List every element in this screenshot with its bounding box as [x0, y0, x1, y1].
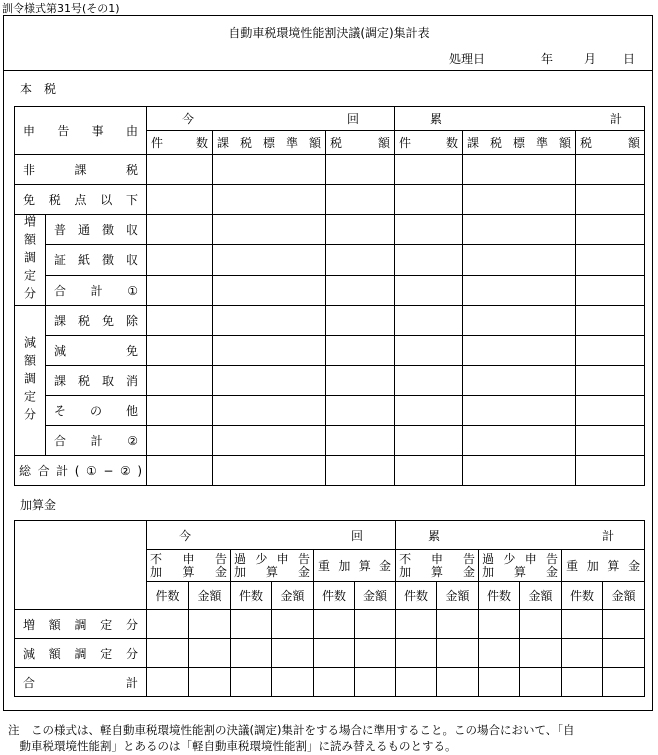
row-surcharge-total: 合計 [15, 668, 147, 697]
day-label: 日 [623, 52, 636, 66]
cumulative-header: 累 計 [395, 107, 645, 131]
surcharge-reason-blank [15, 521, 147, 610]
count-subheader: 件数 [562, 582, 603, 610]
row-subtotal1: 合計① [46, 275, 147, 305]
heavy-surcharge-header: 重加算金 [314, 550, 396, 582]
tax-header-cum: 税 額 [576, 131, 645, 155]
form-number: 訓令様式第31号(その1) [2, 2, 120, 15]
standard-header: 課税標準額 [213, 131, 326, 155]
count-subheader: 件数 [147, 582, 189, 610]
surcharge-table [14, 520, 645, 697]
reason-header: 申告事由 [15, 107, 147, 155]
count-subheader: 件数 [314, 582, 355, 610]
row-subtotal2: 合計② [46, 426, 147, 456]
count-subheader: 件数 [231, 582, 272, 610]
row-grand-total: 総合計(①−②) [15, 456, 147, 486]
footnote-line-2: 動車税環境性能割」とあるのは「軽自動車税環境性能割」に読み替えるものとする。 [8, 739, 457, 753]
page-title: 自動車税環境性能割決議(調定)集計表 [228, 26, 430, 40]
footnote-line-1: 注 この様式は、軽自動車税環境性能割の決議(調定)集計をする場合に準用すること。この場合において、「自 [8, 723, 575, 737]
amount-subheader: 金額 [189, 582, 231, 610]
decrease-group-label: 減額調定分 [15, 306, 46, 456]
count-header-cum: 件 数 [395, 131, 463, 155]
standard-header-cum: 課税標準額 [463, 131, 576, 155]
count-header: 件 数 [147, 131, 213, 155]
surcharge-current-header: 今 回 [147, 521, 396, 550]
surcharge-cumulative-header: 累 計 [396, 521, 645, 550]
current-period-header: 今 回 [147, 107, 395, 131]
row-stamp: 証紙徴収 [46, 245, 147, 275]
section-main-tax-label: 本 税 [20, 82, 57, 96]
non-filing-header: 不申告 加算金 [147, 550, 231, 582]
section-surcharge-label: 加算金 [20, 498, 57, 512]
non-filing-header-cum: 不申告 加算金 [396, 550, 479, 582]
row-tax-exemption: 課税免除 [46, 306, 147, 336]
amount-subheader: 金額 [355, 582, 396, 610]
main-tax-table [14, 106, 645, 486]
under-filing-header-cum: 過少申告 加算金 [479, 550, 562, 582]
amount-subheader: 金額 [603, 582, 645, 610]
count-subheader: 件数 [479, 582, 520, 610]
processed-date-label: 処理日 [449, 52, 486, 66]
amount-subheader: 金額 [437, 582, 479, 610]
row-ordinary: 普通徴収 [46, 215, 147, 245]
count-subheader: 件数 [396, 582, 437, 610]
title-divider [3, 70, 653, 71]
year-label: 年 [541, 52, 554, 66]
amount-subheader: 金額 [520, 582, 562, 610]
under-filing-header: 過少申告 加算金 [231, 550, 314, 582]
heavy-surcharge-header-cum: 重加算金 [562, 550, 645, 582]
row-cancel: 課税取消 [46, 366, 147, 396]
month-label: 月 [584, 52, 597, 66]
row-increase-adjustment: 増額調定分 [15, 610, 147, 639]
increase-group-label: 増額調定分 [15, 215, 46, 306]
row-other: その他 [46, 396, 147, 426]
amount-subheader: 金額 [272, 582, 314, 610]
tax-header: 税 額 [326, 131, 395, 155]
row-non-taxable: 非課税 [15, 155, 147, 185]
row-decrease-adjustment: 減額調定分 [15, 639, 147, 668]
row-reduction: 減免 [46, 336, 147, 366]
row-exempt-limit: 免税点以下 [15, 185, 147, 215]
